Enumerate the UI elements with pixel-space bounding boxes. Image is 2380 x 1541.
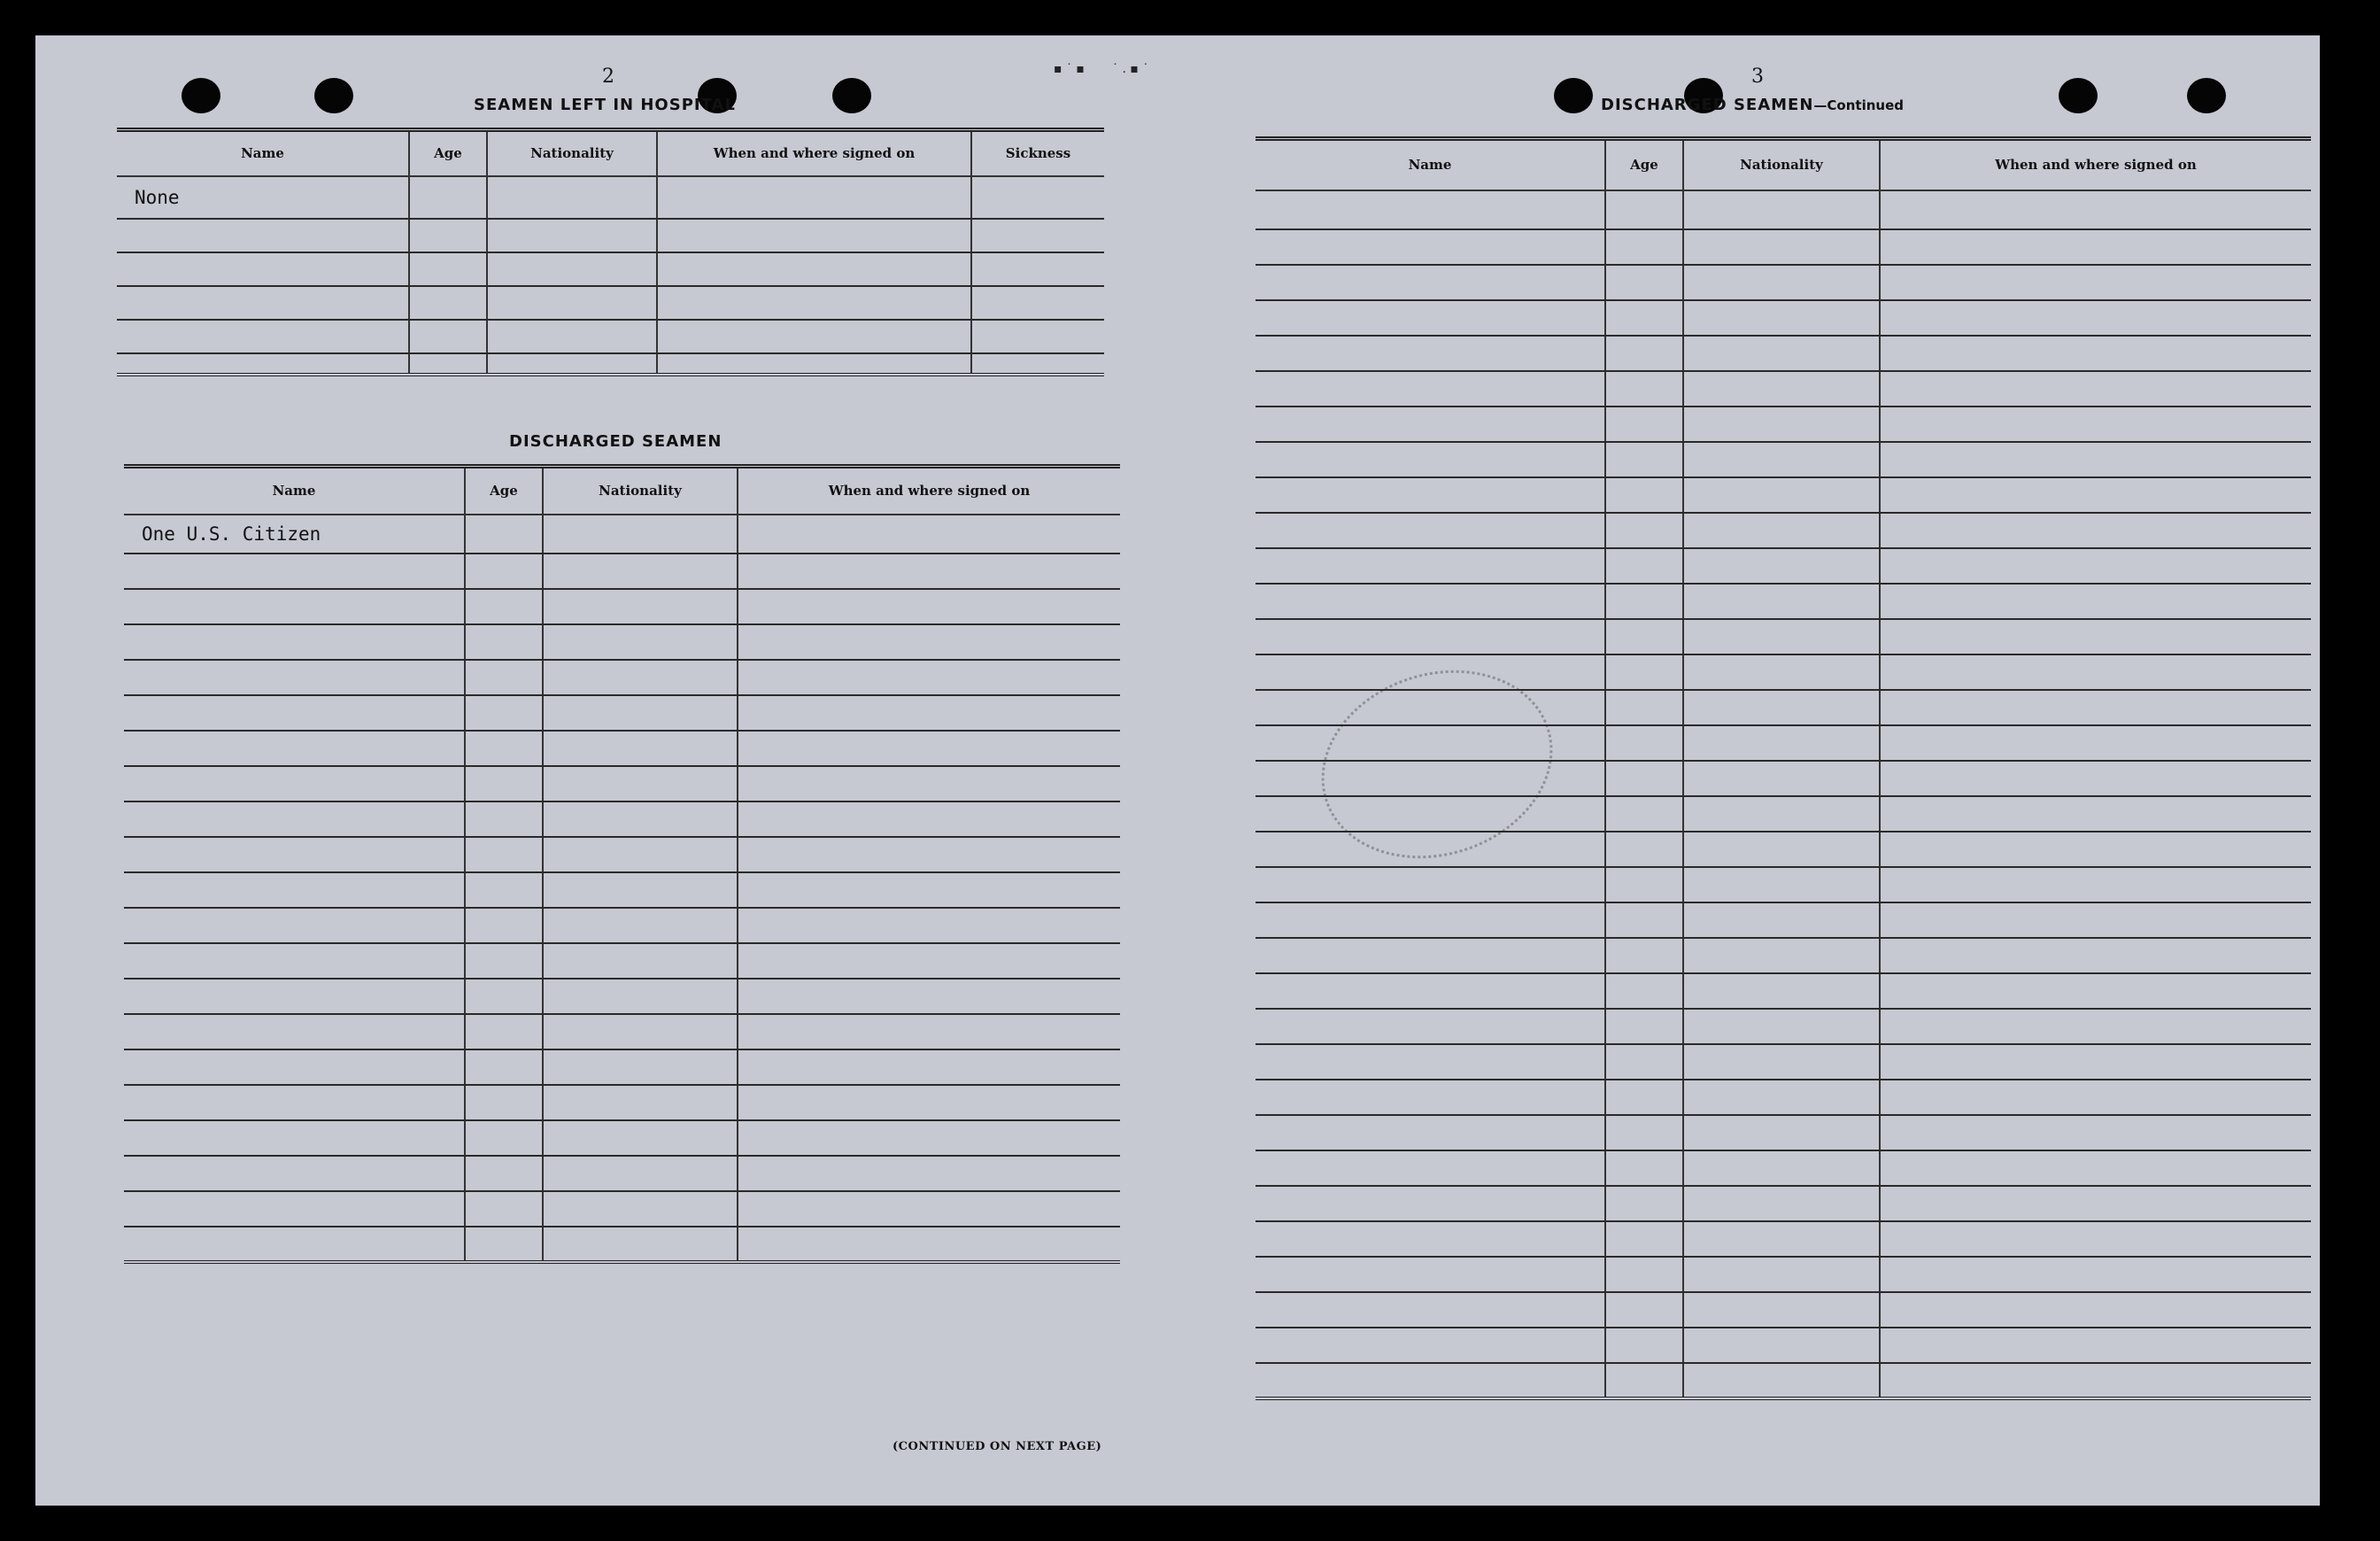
binder-hole <box>832 78 871 113</box>
column-header-nationality: Nationality <box>543 467 738 515</box>
document-sheet <box>35 35 2320 1506</box>
column-header-signed-on: When and where signed on <box>657 130 971 176</box>
hospital-table <box>117 128 1104 376</box>
binder-hole <box>2187 78 2226 113</box>
page-number: 2 <box>602 66 614 88</box>
section-title-suffix: —Continued <box>1813 97 1904 113</box>
column-header-age: Age <box>1605 139 1683 190</box>
page-number: 3 <box>1751 66 1764 88</box>
section-title-discharged-continued <box>1601 96 1904 114</box>
column-header-name: Name <box>124 467 465 515</box>
column-header-nationality: Nationality <box>487 130 657 176</box>
column-header-sickness: Sickness <box>971 130 1104 176</box>
binder-hole <box>182 78 220 113</box>
section-title-discharged: DISCHARGED SEAMEN <box>509 432 722 451</box>
binder-hole <box>2059 78 2098 113</box>
binder-hole <box>1554 78 1593 113</box>
column-header-name: Name <box>1256 139 1605 190</box>
discharged-table <box>124 464 1120 1264</box>
column-header-nationality: Nationality <box>1683 139 1880 190</box>
binder-hole <box>314 78 353 113</box>
table-cell: None <box>117 176 409 219</box>
continued-note: (CONTINUED ON NEXT PAGE) <box>892 1440 1102 1453</box>
column-header-name: Name <box>117 130 409 176</box>
section-title-main: DISCHARGED SEAMEN <box>1601 96 1814 114</box>
scan-specks: ▪ ˙ ▪ ˙ . ▪ ˙ <box>1054 62 1149 76</box>
column-header-age: Age <box>465 467 543 515</box>
column-header-signed-on: When and where signed on <box>1880 139 2311 190</box>
column-header-age: Age <box>409 130 487 176</box>
section-title-hospital: SEAMEN LEFT IN HOSPITAL <box>474 96 736 114</box>
table-cell: One U.S. Citizen <box>124 515 465 554</box>
column-header-signed-on: When and where signed on <box>738 467 1120 515</box>
